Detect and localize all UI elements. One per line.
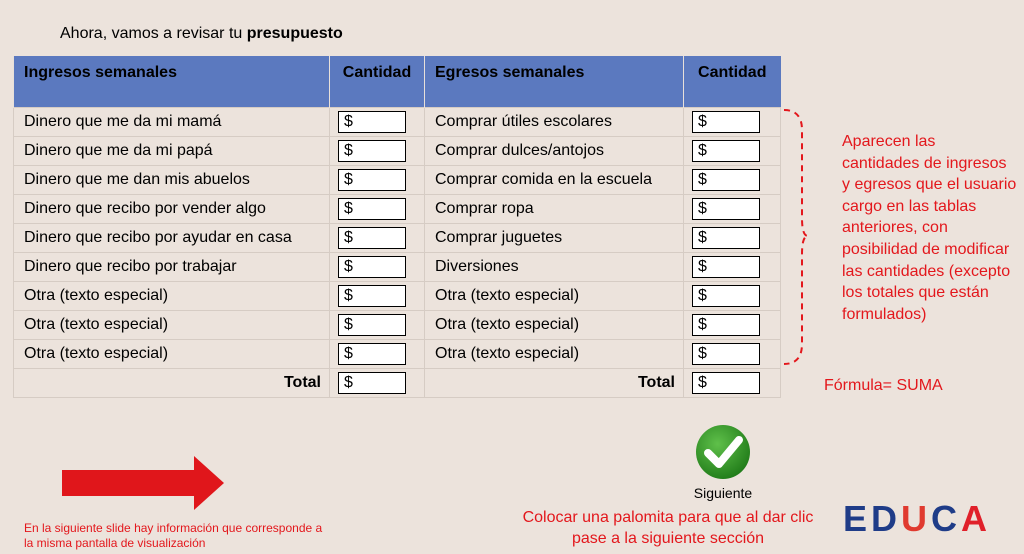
expense-amount-field[interactable]: $ bbox=[692, 169, 760, 191]
income-amount-field[interactable]: $ bbox=[338, 169, 406, 191]
expense-amount-field[interactable]: $ bbox=[692, 314, 760, 336]
table-row bbox=[14, 310, 781, 339]
income-label: Otra (texto especial) bbox=[14, 339, 330, 368]
income-label: Otra (texto especial) bbox=[14, 310, 330, 339]
expense-cell bbox=[684, 252, 781, 281]
expense-amount-field[interactable]: $ bbox=[692, 285, 760, 307]
expense-total-field: $ bbox=[692, 372, 760, 394]
next-label: Siguiente bbox=[693, 485, 753, 501]
income-total-field: $ bbox=[338, 372, 406, 394]
income-label: Dinero que recibo por trabajar bbox=[14, 252, 330, 281]
footnote-text: En la siguiente slide hay información que corresponde a la misma pantalla de visualización bbox=[24, 521, 323, 550]
income-label: Dinero que recibo por ayudar en casa bbox=[14, 223, 330, 252]
income-amount-field[interactable]: $ bbox=[338, 111, 406, 133]
expense-label: Comprar ropa bbox=[425, 194, 684, 223]
income-label: Dinero que me da mi papá bbox=[14, 136, 330, 165]
expense-amount-field[interactable]: $ bbox=[692, 343, 760, 365]
header-expense: Egresos semanales bbox=[425, 56, 684, 107]
income-cell bbox=[330, 165, 425, 194]
expense-label: Comprar útiles escolares bbox=[425, 107, 684, 136]
expense-label: Comprar juguetes bbox=[425, 223, 684, 252]
income-cell bbox=[330, 310, 425, 339]
educa-logo bbox=[843, 498, 991, 540]
expense-label: Comprar dulces/antojos bbox=[425, 136, 684, 165]
income-cell bbox=[330, 339, 425, 368]
table-row bbox=[14, 107, 781, 136]
expense-amount-field[interactable]: $ bbox=[692, 256, 760, 278]
expense-label: Otra (texto especial) bbox=[425, 339, 684, 368]
table-row bbox=[14, 339, 781, 368]
income-cell bbox=[330, 223, 425, 252]
income-amount-field[interactable]: $ bbox=[338, 343, 406, 365]
income-cell bbox=[330, 107, 425, 136]
right-arrow-icon bbox=[62, 456, 224, 510]
income-amount-field[interactable]: $ bbox=[338, 140, 406, 162]
expense-cell bbox=[684, 194, 781, 223]
header-income-qty: Cantidad bbox=[330, 56, 425, 107]
income-label: Dinero que me dan mis abuelos bbox=[14, 165, 330, 194]
income-amount-field[interactable]: $ bbox=[338, 198, 406, 220]
expense-cell bbox=[684, 310, 781, 339]
income-label: Dinero que me da mi mamá bbox=[14, 107, 330, 136]
table-header-row bbox=[14, 56, 781, 107]
expense-cell bbox=[684, 223, 781, 252]
table-row bbox=[14, 223, 781, 252]
budget-table bbox=[13, 56, 781, 398]
expense-amount-field[interactable]: $ bbox=[692, 140, 760, 162]
income-cell bbox=[330, 136, 425, 165]
expense-label: Otra (texto especial) bbox=[425, 281, 684, 310]
expense-cell bbox=[684, 165, 781, 194]
income-label: Otra (texto especial) bbox=[14, 281, 330, 310]
income-amount-field[interactable]: $ bbox=[338, 227, 406, 249]
header-expense-qty: Cantidad bbox=[684, 56, 781, 107]
check-circle-icon[interactable] bbox=[695, 424, 751, 480]
income-total-cell bbox=[330, 368, 425, 397]
income-amount-field[interactable]: $ bbox=[338, 285, 406, 307]
logo-letter: A bbox=[961, 498, 992, 539]
intro-bold: presupuesto bbox=[246, 25, 343, 42]
header-income: Ingresos semanales bbox=[14, 56, 330, 107]
logo-letter: C bbox=[931, 498, 962, 539]
expense-label: Diversiones bbox=[425, 252, 684, 281]
table-row bbox=[14, 194, 781, 223]
income-amount-field[interactable]: $ bbox=[338, 314, 406, 336]
logo-letter: U bbox=[901, 498, 932, 539]
formula-note: Fórmula= SUMA bbox=[824, 377, 943, 394]
logo-letter: E bbox=[843, 498, 872, 539]
expense-total-label: Total bbox=[425, 368, 684, 397]
income-total-label: Total bbox=[14, 368, 330, 397]
table-row bbox=[14, 136, 781, 165]
table-row bbox=[14, 281, 781, 310]
expense-cell bbox=[684, 107, 781, 136]
next-button[interactable] bbox=[688, 424, 758, 501]
income-cell bbox=[330, 194, 425, 223]
total-row bbox=[14, 368, 781, 397]
logo-letter: D bbox=[871, 498, 902, 539]
expense-amount-field[interactable]: $ bbox=[692, 111, 760, 133]
income-label: Dinero que recibo por vender algo bbox=[14, 194, 330, 223]
intro-lead: Ahora, vamos a revisar tu bbox=[60, 25, 247, 42]
expense-amount-field[interactable]: $ bbox=[692, 198, 760, 220]
income-amount-field[interactable]: $ bbox=[338, 256, 406, 278]
intro-text bbox=[60, 25, 343, 43]
instruction-text: Colocar una palomita para que al dar clic pase a la siguiente sección bbox=[522, 509, 814, 547]
expense-total-cell bbox=[684, 368, 781, 397]
expense-label: Otra (texto especial) bbox=[425, 310, 684, 339]
expense-cell bbox=[684, 339, 781, 368]
table-row bbox=[14, 252, 781, 281]
expense-cell bbox=[684, 281, 781, 310]
table-body bbox=[14, 107, 781, 397]
annotation-note: Aparecen las cantidades de ingresos y egresos que el usuario cargo en las tablas anteriores, con posibilidad de modificar las cantidades (excepto los totales que están formulados) bbox=[842, 133, 1017, 323]
expense-label: Comprar comida en la escuela bbox=[425, 165, 684, 194]
table-row bbox=[14, 165, 781, 194]
income-cell bbox=[330, 252, 425, 281]
bracket-brace bbox=[780, 108, 810, 366]
expense-cell bbox=[684, 136, 781, 165]
income-cell bbox=[330, 281, 425, 310]
expense-amount-field[interactable]: $ bbox=[692, 227, 760, 249]
